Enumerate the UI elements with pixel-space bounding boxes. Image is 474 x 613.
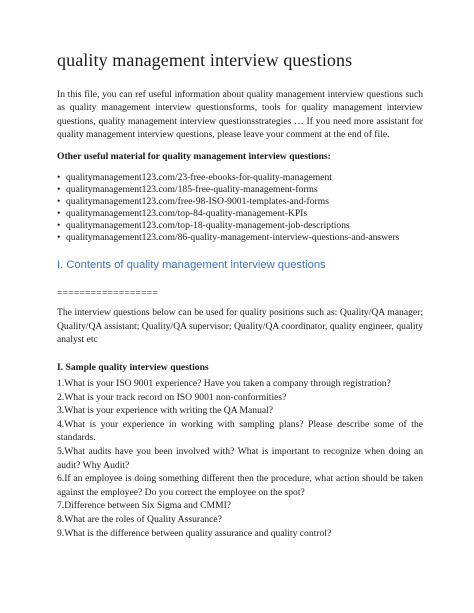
link-text[interactable]: qualitymanagement123.com/free-98-ISO-9001-templates-and-forms [66,195,329,207]
bullet-icon: • [57,172,61,183]
list-item[interactable] [57,184,399,196]
link-text[interactable]: qualitymanagement123.com/23-free-ebooks-for-quality-management [66,172,332,183]
document-title: quality management interview questions [57,50,353,70]
separator-line: ================== [57,288,158,299]
question-item: 6.If an employee is doing something different then the procedure, what action should be taken against the employee? Do you correct the employee on the spot? [57,473,423,498]
section-heading: I. Contents of quality management interview questions [57,259,326,271]
bullet-icon: • [57,207,61,219]
bullet-icon: • [57,183,61,195]
question-item: 9.What is the difference between quality assurance and quality control? [57,527,332,539]
useful-links-list [57,172,399,243]
useful-material-heading: Other useful material for quality management interview questions: [57,151,331,162]
question-item: 4.What is your experience in working with sampling plans? Please describe some of the standards. [57,418,423,444]
section-intro-paragraph: The interview questions below can be used for quality positions such as: Quality/QA manager; Quality/QA assistant; Quality/QA supervisor; Quality/QA coordinator, quality engineer, quality analyst etc [57,307,423,346]
question-item: 7.Difference between Six Sigma and CMMI? [57,500,232,512]
list-item[interactable] [57,196,399,208]
question-item: 8.What are the roles of Quality Assurance? [57,513,222,525]
sample-questions-heading: I. Sample quality interview questions [57,362,209,373]
question-item: 5.What audits have you been involved with? What is important to recognize when doing an audit? Why Audit? [57,445,423,471]
list-item[interactable] [57,172,399,184]
list-item[interactable] [57,220,399,232]
bullet-icon: • [57,231,61,243]
bullet-icon: • [57,219,61,231]
questions-list [57,377,423,540]
link-text[interactable]: qualitymanagement123.com/top-18-quality-management-job-descriptions [66,219,350,231]
link-text[interactable]: qualitymanagement123.com/185-free-quality-management-forms [66,183,318,195]
link-text[interactable]: qualitymanagement123.com/86-quality-management-interview-questions-and-answers [66,231,400,243]
question-item: 2.What is your track record on ISO 9001 non-conformities? [57,391,287,403]
link-text[interactable]: qualitymanagement123.com/top-84-quality-management-KPIs [66,207,308,219]
intro-paragraph: In this file, you can ref useful information about quality management interview questions such as quality management interview questionsforms, tools for quality management interview questions, quality management interview questionsstrategies … If you need more assistant for quality management interview questions, please leave your comment at the end of file. [57,89,423,141]
list-item[interactable] [57,208,399,220]
question-item: 3.What is your experience with writing the QA Manual? [57,405,274,417]
bullet-icon: • [57,195,61,207]
question-item: 1.What is your ISO 9001 experience? Have you taken a company through registration? [57,378,391,389]
list-item[interactable] [57,232,399,244]
